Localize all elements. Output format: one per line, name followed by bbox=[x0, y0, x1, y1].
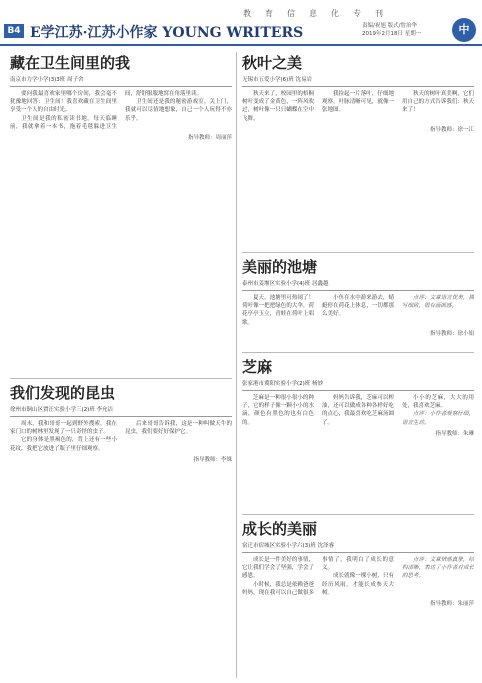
tutor-credit: 指导教师：徐小娟 bbox=[429, 330, 474, 337]
article-autumn-leaves bbox=[242, 52, 474, 248]
article-byline: 无锡市五爱小学(6)班 沈易岩 bbox=[242, 76, 474, 87]
masthead bbox=[0, 0, 482, 44]
article-title: 藏在卫生间里的我 bbox=[10, 54, 131, 72]
article-paragraph: 小小的芝麻，大大的用处，我喜欢芝麻。 bbox=[402, 395, 474, 410]
divider bbox=[242, 252, 474, 253]
article-byline: 宿迁市宿城区实验小学六(3)班 沈泽睿 bbox=[242, 542, 474, 553]
top-rule bbox=[0, 44, 482, 46]
editor-line: 责编/祝旭 版式/詹治华 bbox=[362, 23, 417, 29]
article-paragraph: 秋天来了，校园里的梧桐树叶变成了金黄色，一阵风吹过，树叶像一只只蝴蝶在空中飞舞。 bbox=[242, 91, 314, 122]
tutor-credit: 指导教师：朱丽萍 bbox=[429, 601, 474, 608]
article-byline: 泰州市姜堰区实验小学(4)班 居鑫越 bbox=[242, 280, 474, 291]
masthead-meta bbox=[362, 22, 462, 38]
article-paragraph: 秋天的树叶真美啊，它们用自己的方式告诉我们：秋天来了！ bbox=[402, 91, 474, 114]
article-paragraph: 卫生间是我的私密读书地。每天临睡前，我就拿着一本书，拖着毛毯躲进卫生间，舒舒服服地窝在角落里读。 bbox=[10, 91, 203, 130]
article-paragraph: 它的身体是黑褐色的，背上还有一些小花纹，我把它放进了瓶子里仔细观察。 bbox=[10, 437, 117, 452]
article-paragraph: 妈妈告诉我，芝麻可以榨油，还可以做成各种各样好吃的点心，我最喜欢吃芝麻汤圆了。 bbox=[322, 395, 394, 426]
tutor-credit: 指导教师：朱琳 bbox=[435, 430, 474, 437]
article-pond bbox=[242, 256, 474, 350]
date-line: 2019年2月18日 星期一 bbox=[362, 31, 422, 37]
article-paragraph: 小时候，我总是依赖爸爸妈妈，现在我可以自己做很多事情了，我明白了成长的意义。 bbox=[242, 557, 394, 596]
article-paragraph: 周末，我和哥哥一起到野外搜索，我在家门口的树林里发现了一只奇怪的虫子。 bbox=[10, 421, 117, 436]
article-paragraph: 后来哥哥告诉我，这是一种叫做天牛的昆虫，我们要好好保护它。 bbox=[125, 421, 232, 436]
section-badge: 中 bbox=[452, 18, 476, 42]
tutor-credit: 指导教师：徐一江 bbox=[429, 126, 474, 133]
article-paragraph: 成长是一件美好的事情，它让我们学会了坚强，学会了感恩。 bbox=[242, 557, 314, 580]
column-divider bbox=[236, 52, 237, 678]
article-title: 芝麻 bbox=[242, 358, 273, 376]
article-paragraph: 芝麻是一种很小很小的种子，它的样子像一颗小小的水滴，颜色有黑色的也有白色的。 bbox=[242, 395, 314, 426]
review-note: 点评：小作者观察仔细，语言生动。 bbox=[402, 411, 474, 426]
divider bbox=[242, 514, 474, 515]
article-sesame bbox=[242, 356, 474, 512]
article-title: 成长的美丽 bbox=[242, 520, 318, 538]
article-insect bbox=[10, 382, 232, 678]
article-title: 秋叶之美 bbox=[242, 54, 303, 72]
divider bbox=[242, 352, 474, 353]
review-note: 点评：文章情感真挚，结构清晰，表达了小作者对成长的思考。 bbox=[402, 557, 474, 580]
article-bathroom bbox=[10, 52, 232, 378]
tutor-credit: 指导教师：周丽萍 bbox=[187, 135, 232, 142]
article-paragraph: 我捡起一片落叶，仔细地观察，叶脉清晰可见，就像一张地图。 bbox=[322, 91, 394, 114]
article-paragraph: 小鱼在水中游来游去，蜻蜓停在荷花上休息，一切都那么美好。 bbox=[322, 295, 394, 318]
article-byline: 张家港市冀阳实验小学(2)班 杨妙 bbox=[242, 380, 474, 391]
tutor-credit: 指导教师：李姝 bbox=[193, 456, 232, 463]
paper-title: E学江苏·江苏小作家 YOUNG WRITERS bbox=[30, 25, 304, 41]
article-growth bbox=[242, 518, 474, 678]
article-title: 美丽的池塘 bbox=[242, 258, 318, 276]
article-byline: 徐州市铜山区賈汪实验小学三(2)班 李允洁 bbox=[10, 406, 232, 417]
article-title: 我们发现的昆虫 bbox=[10, 384, 116, 402]
masthead-band: 教育信息化专刊 bbox=[243, 9, 397, 18]
review-note: 点评：文章语言优美，描写细致，很有画面感。 bbox=[402, 295, 474, 310]
article-paragraph: 要问我最喜欢家里哪个房间，我会毫不犹豫地回答：卫生间！我喜欢藏在卫生间里享受一个人的自由时光。 bbox=[10, 91, 117, 114]
article-byline: 南京市力学小学(3)3班 周子舍 bbox=[10, 76, 232, 87]
divider bbox=[10, 378, 232, 379]
article-paragraph: 成长就像一棵小树，只有经历风雨，才能长成参天大树。 bbox=[322, 573, 394, 596]
article-paragraph: 卫生间还是我的秘密游戏室。关上门，我就可以尽情地想象，自己一个人玩得不亦乐乎。 bbox=[125, 99, 232, 122]
page-number: B4 bbox=[4, 24, 24, 38]
article-paragraph: 夏天，池塘里可热闹了！荷叶像一把把绿色的大伞，荷花亭亭玉立，青蛙在荷叶上唱歌。 bbox=[242, 295, 314, 326]
